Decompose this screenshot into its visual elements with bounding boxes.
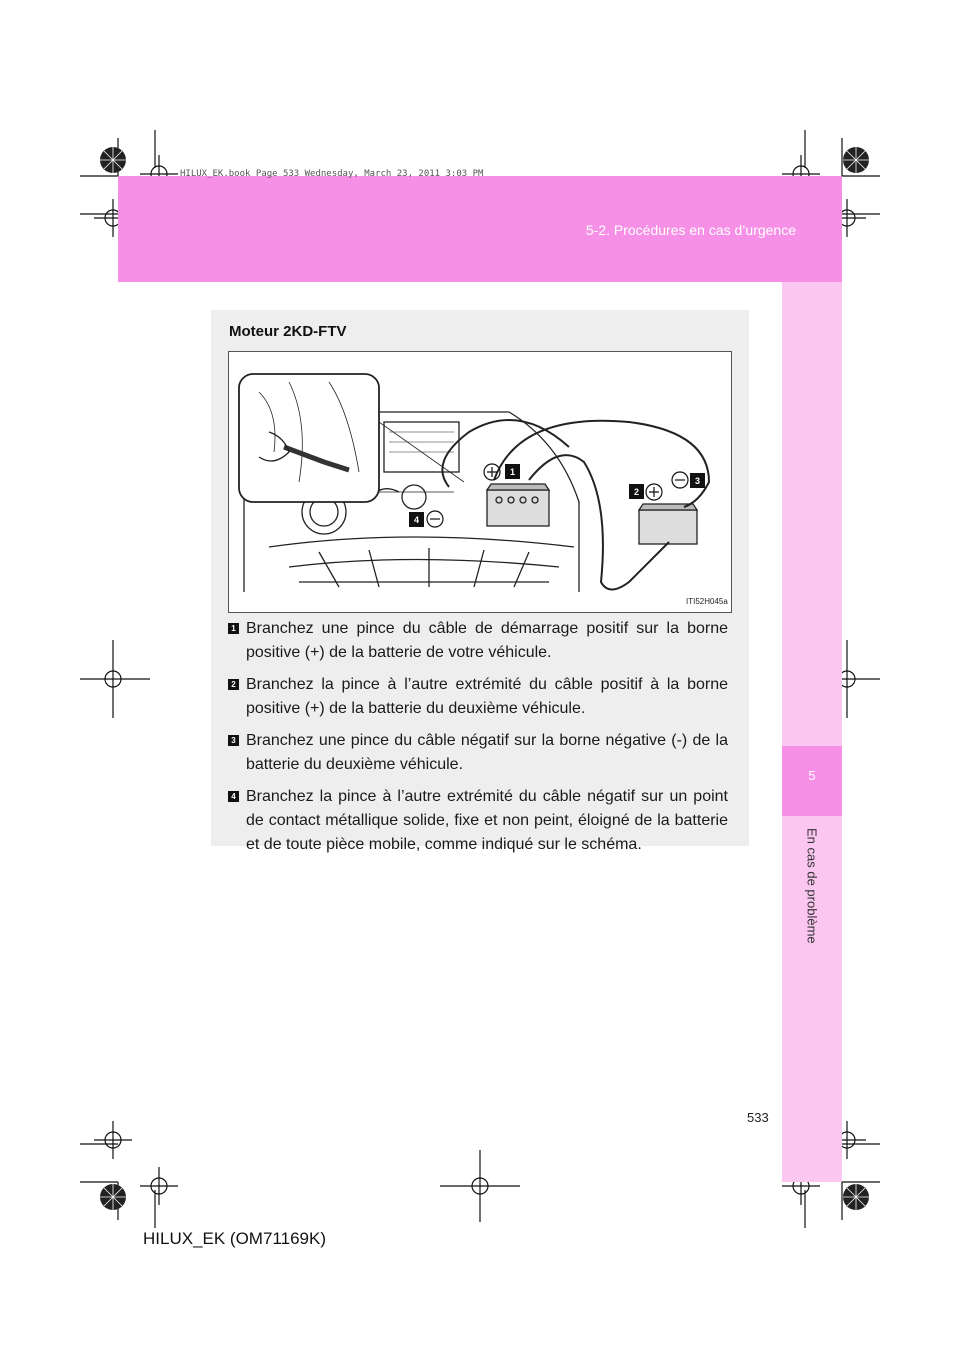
- chapter-number: 5: [808, 768, 816, 783]
- callout-3: [672, 472, 705, 488]
- chapter-side-tab: [782, 282, 842, 1182]
- box-heading: Moteur 2KD-FTV: [229, 323, 347, 340]
- step-text: Branchez la pince à l’autre extrémité du câble positif à la borne positive (+) de la batterie du deuxième véhicule.: [246, 676, 728, 717]
- step-number: 3: [228, 735, 239, 746]
- step-text: Branchez une pince du câble de démarrage positif sur la borne positive (+) de la batterie de votre véhicule.: [246, 620, 728, 661]
- figure-code: ITI52H045a: [686, 597, 728, 606]
- page-number: 533: [747, 1110, 769, 1125]
- callout-4: [409, 511, 443, 527]
- chapter-title: En cas de problème: [804, 828, 820, 944]
- svg-text:1: 1: [509, 467, 516, 477]
- step-4: [226, 785, 728, 857]
- step-number: 1: [228, 623, 239, 634]
- step-text: Branchez une pince du câble négatif sur la borne négative (-) de la batterie du deuxième véhicule.: [246, 732, 728, 773]
- file-stamp: HILUX_EK.book Page 533 Wednesday, March 23, 2011 3:03 PM: [180, 169, 484, 179]
- engine-illustration: [228, 351, 732, 613]
- svg-text:2: 2: [633, 487, 640, 497]
- steps-list: [226, 617, 728, 865]
- section-title: 5-2. Procédures en cas d’urgence: [585, 222, 796, 238]
- callout-1: [484, 464, 520, 480]
- step-3: [226, 729, 728, 777]
- manual-code: HILUX_EK (OM71169K): [143, 1229, 326, 1248]
- step-text: Branchez la pince à l’autre extrémité du câble négatif sur un point de contact métallique solide, fixe et non peint, éloigné de la batterie et de toute pièce mobile, comme indiqué sur le schéma.: [246, 788, 728, 853]
- svg-text:4: 4: [413, 515, 420, 525]
- jump-start-diagram: [229, 352, 731, 612]
- step-number: 4: [228, 791, 239, 802]
- step-2: [226, 673, 728, 721]
- callout-2: [629, 484, 662, 500]
- step-1: [226, 617, 728, 665]
- svg-text:3: 3: [694, 476, 701, 486]
- step-number: 2: [228, 679, 239, 690]
